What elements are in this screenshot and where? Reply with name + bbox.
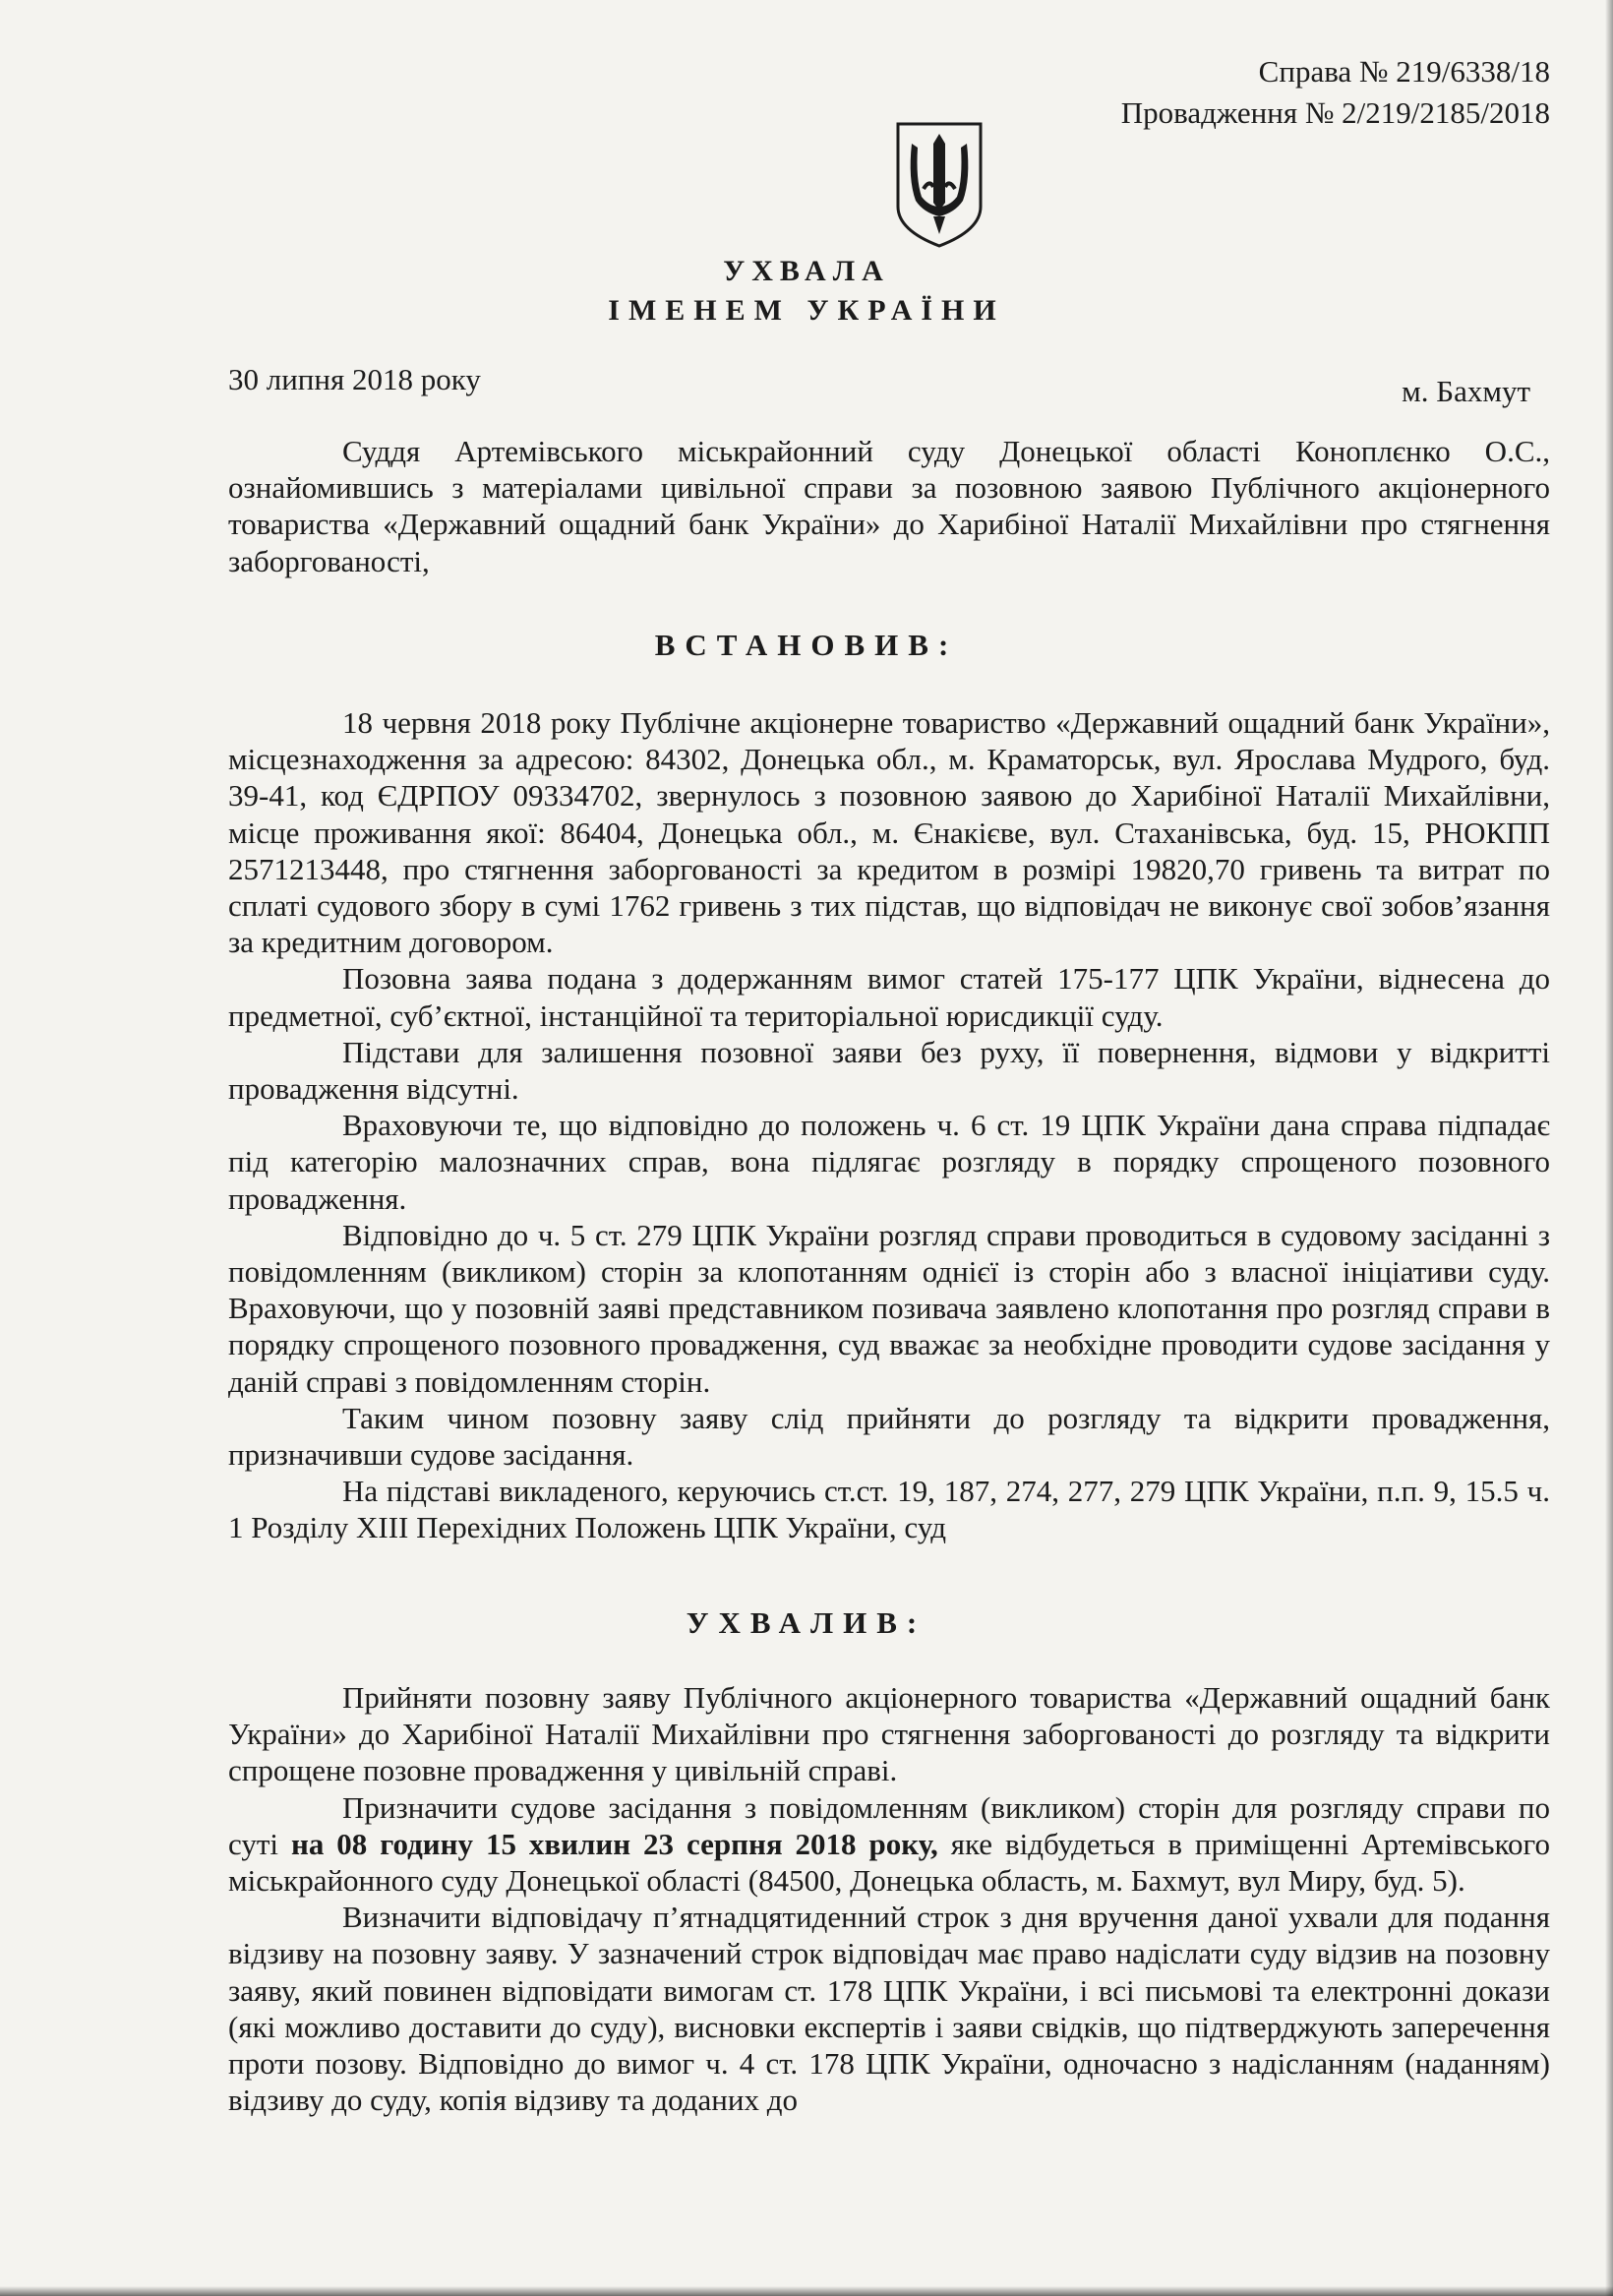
fact-paragraph: На підставі викладеного, керуючись ст.ст. 19, 187, 274, 277, 279 ЦПК України, п.п. 9, 15.5 ч. 1 Розділу XIII Перехідних Положень ЦПК України, суд xyxy=(228,1474,1550,1545)
heading-established: ВСТАНОВИВ: xyxy=(654,628,959,662)
fact-paragraph: Позовна заява подана з додержанням вимог статей 175-177 ЦПК України, віднесена до предметної, суб’єктної, інстанційної та територіальної юрисдикції суду. xyxy=(228,961,1550,1033)
proceeding-number: Провадження № 2/219/2185/2018 xyxy=(1120,95,1550,130)
hearing-text-before: Призначити судове засідання з повідомленням (викликом) сторін для розгляду справи по суті xyxy=(228,1789,1550,1861)
document-date: 30 липня 2018 року xyxy=(228,362,481,396)
hearing-datetime: на 08 годину 15 хвилин 23 серпня 2018 року, xyxy=(290,1826,938,1861)
date-place-row xyxy=(228,362,1530,409)
facts-section xyxy=(228,704,1550,1546)
document-city: м. Бахмут xyxy=(1402,374,1530,408)
intro-section xyxy=(228,433,1550,579)
scan-edge-shadow xyxy=(1605,0,1613,2296)
document-title: УХВАЛА xyxy=(723,255,890,287)
fact-paragraph: Таким чином позовну заяву слід прийняти до розгляду та відкрити провадження, призначивши судове засідання. xyxy=(228,1400,1550,1473)
fact-paragraph: Підстави для залишення позовної заяви без руху, її повернення, відмови у відкритті провадження відсутні. xyxy=(228,1034,1550,1107)
hearing-text-after: яке відбудеться в приміщенні Артемівського міськрайонного суду Донецької області (84500, Донецька область, м. Бахмут, вул Миру, буд. 5). xyxy=(228,1826,1550,1899)
order-paragraph: Прийняти позовну заяву Публічного акціонерного товариства «Державний ощадний банк України» до Харибіної Наталії Михайлівни про стягнення заборгованості до розгляду та відкрити спрощене позовне провадження у цивільній справі. xyxy=(228,1680,1550,1788)
intro-paragraph: Суддя Артемівського міськрайонний суду Донецької області Коноплєнко О.С., ознайомившись з матеріалами цивільної справи за позовною заявою Публічного акціонерного товариства «Державний ощадний банк України» до Харибіної Наталії Михайлівни про стягнення заборгованості, xyxy=(228,434,1550,578)
orders-section xyxy=(228,1679,1550,2118)
trident-coat-of-arms-icon xyxy=(890,120,988,250)
heading-ruled: УХВАЛИВ: xyxy=(686,1605,927,1640)
case-number: Справа № 219/6338/18 xyxy=(1258,54,1550,89)
case-reference xyxy=(1121,51,1550,134)
hearing-order-paragraph xyxy=(228,1789,1550,1900)
order-paragraph: Визначити відповідачу п’ятнадцятиденний строк з дня вручення даної ухвали для подання відзиву на позовну заяву. У зазначений строк відповідач має право надіслати суду відзив на позовну заяву, який повинен відповідати вимогам ст. 178 ЦПК України, і всі письмові та електронні докази (які можливо доставити до суду), висновки експертів і заяви свідків, що підтверджують заперечення проти позову. Відповідно до вимог ч. 4 ст. 178 ЦПК України, одночасно з надісланням (наданням) відзиву до суду, копія відзиву та доданих до xyxy=(228,1900,1550,2118)
fact-paragraph: 18 червня 2018 року Публічне акціонерне товариство «Державний ощадний банк України», місцезнаходження за адресою: 84302, Донецька обл., м. Краматорськ, вул. Ярослава Мудрого, буд. 39-41, код ЄДРПОУ 09334702, звернулось з позовною заявою до Харибіної Наталії Михайлівни, місце проживання якої: 86404, Донецька обл., м. Єнакієве, вул. Стаханівська, буд. 15, РНОКПП 2571213448, про стягнення заборгованості за кредитом в розмірі 19820,70 гривень та витрат по сплаті судового збору в сумі 1762 гривень з тих підстав, що відповідач не виконує свої зобов’язання за кредитним договором. xyxy=(228,705,1550,960)
fact-paragraph: Враховуючи те, що відповідно до положень ч. 6 ст. 19 ЦПК України дана справа підпадає під категорію малозначних справ, вона підлягає розгляду в порядку спрощеного позовного провадження. xyxy=(228,1108,1550,1216)
fact-paragraph: Відповідно до ч. 5 ст. 279 ЦПК України розгляд справи проводиться в судовому засіданні з повідомленням (викликом) сторін за клопотанням однієї із сторін або з власної ініціативи суду. Враховуючи, що у позовній заяві представником позивача заявлено клопотання про розгляд справи в порядку спрощеного позовного провадження, суд вважає за необхідне проводити судове засідання у даній справі з повідомленням сторін. xyxy=(228,1217,1550,1399)
scan-bottom-shadow xyxy=(0,2286,1613,2296)
document-subtitle: ІМЕНЕМ УКРАЇНИ xyxy=(608,294,1005,327)
